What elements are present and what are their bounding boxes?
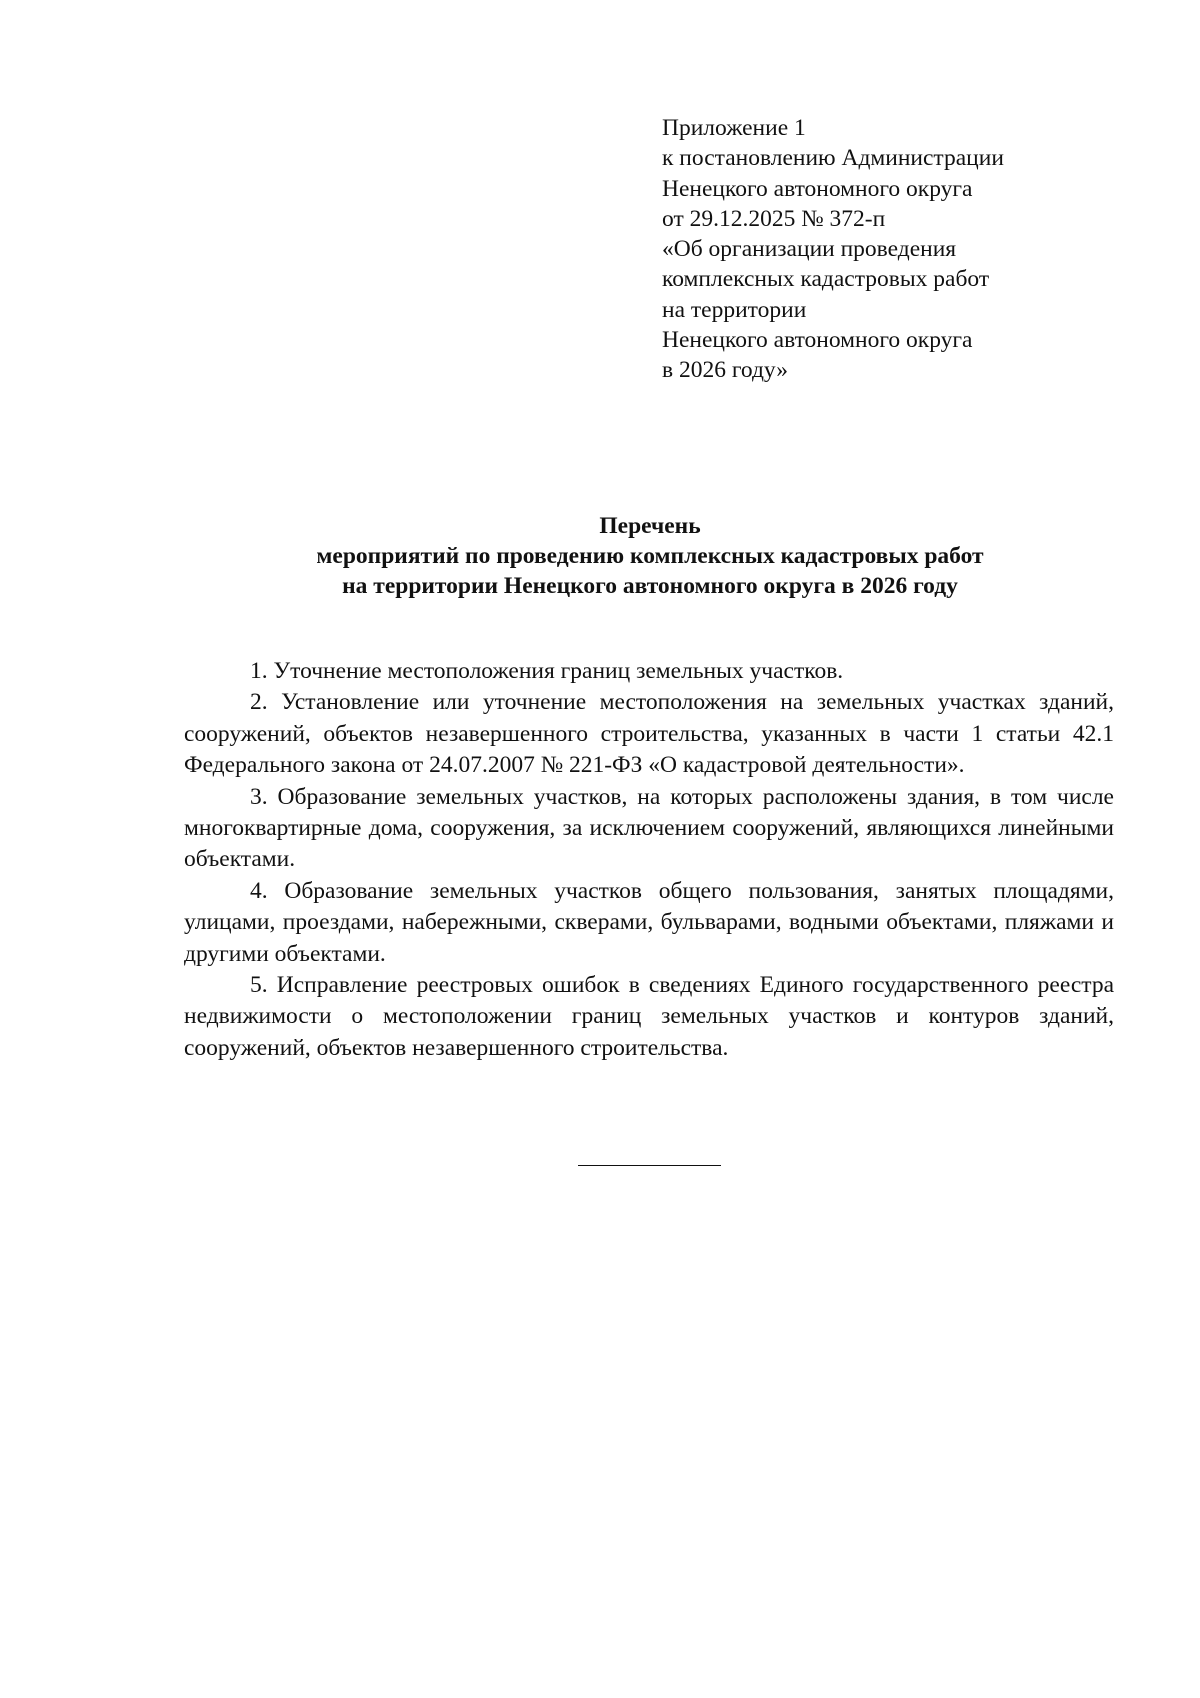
appendix-line: от 29.12.2025 № 372-п: [662, 205, 886, 232]
appendix-line: Ненецкого автономного округа: [662, 327, 973, 354]
appendix-line: на территории: [662, 296, 807, 323]
list-item: 2. Установление или уточнение местоположения на земельных участках зданий, сооружений, объектов незавершенного строительства, указанных в части 1 статьи 42.1 Федерального закона от 24.07.2007 № 221-ФЗ «О кадастровой деятельности».: [184, 689, 1114, 779]
list-item: 3. Образование земельных участков, на которых расположены здания, в том числе многоквартирные дома, сооружения, за исключением сооружений, являющихся линейными объектами.: [184, 783, 1114, 873]
appendix-line: «Об организации проведения: [662, 236, 957, 263]
document-title: [0, 511, 1200, 601]
list-item: 1. Уточнение местоположения границ земельных участков.: [250, 658, 844, 684]
appendix-line: Ненецкого автономного округа: [662, 175, 973, 202]
title-heading: Перечень: [599, 513, 701, 539]
appendix-line: Приложение 1: [662, 115, 806, 141]
appendix-line: комплексных кадастровых работ: [662, 266, 990, 293]
list-item: 5. Исправление реестровых ошибок в сведениях Единого государственного реестра недвижимости о местоположении границ земельных участков и контуров зданий, сооружений, объектов незавершенного строительства.: [184, 972, 1114, 1061]
end-divider: [578, 1165, 721, 1166]
measures-list: [184, 656, 1114, 1064]
list-item: 4. Образование земельных участков общего пользования, занятых площадями, улицами, проездами, набережными, скверами, бульварами, водными объектами, пляжами и другими объектами.: [184, 877, 1114, 967]
title-subline: мероприятий по проведению комплексных кадастровых работ: [316, 543, 984, 569]
appendix-line: в 2026 году»: [662, 357, 789, 384]
appendix-line: к постановлению Администрации: [662, 145, 1004, 172]
appendix-header: [662, 113, 1092, 386]
title-subline: на территории Ненецкого автономного округа в 2026 году: [342, 573, 958, 599]
